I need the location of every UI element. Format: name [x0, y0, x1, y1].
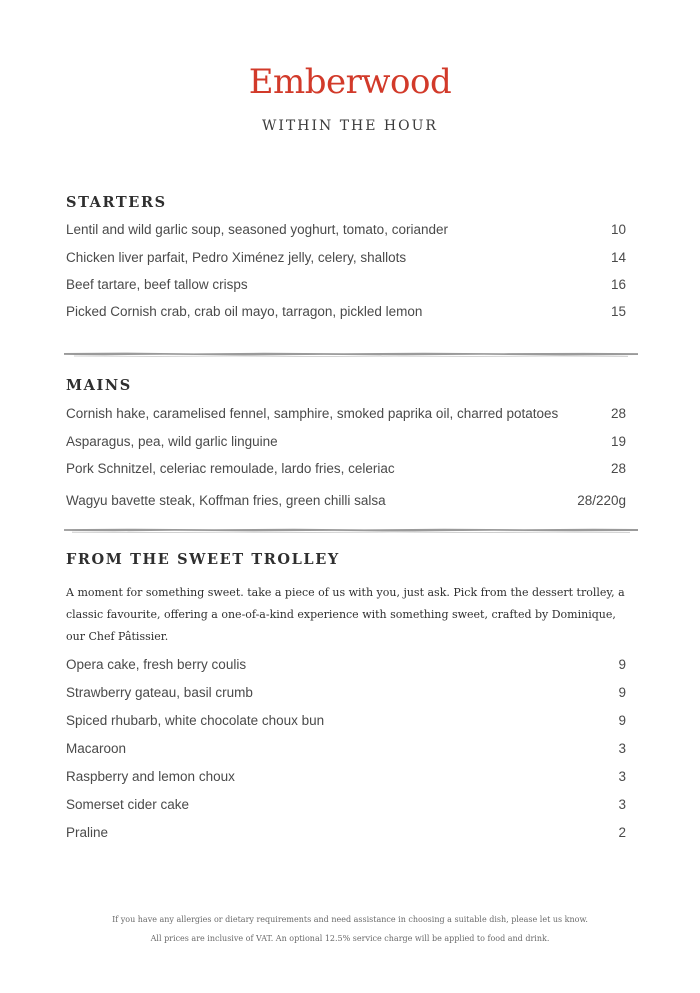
- item-price: 9: [618, 657, 626, 672]
- allergy-note: If you have any allergies or dietary requirements and need assistance in choosing a suitable dish, please let us know.: [112, 915, 588, 924]
- item-name: Somerset cider cake: [66, 797, 190, 812]
- item-name: Macaroon: [66, 741, 127, 756]
- menu-item: [66, 657, 626, 675]
- menu-item: [66, 741, 626, 759]
- item-name: Beef tartare, beef tallow crisps: [66, 277, 248, 292]
- section-title-mains: MAINS: [66, 377, 132, 394]
- item-price: 28: [610, 461, 626, 476]
- menu-item: [66, 461, 626, 479]
- item-name: Strawberry gateau, basil crumb: [66, 685, 253, 700]
- item-name: Pork Schnitzel, celeriac remoulade, lardo fries, celeriac: [66, 461, 395, 476]
- item-name: Praline: [66, 825, 109, 840]
- item-name: Chicken liver parfait, Pedro Ximénez jelly, celery, shallots: [66, 250, 407, 265]
- menu-item: [66, 769, 626, 787]
- menu-item: [66, 304, 626, 322]
- section-divider: [64, 526, 638, 534]
- section-divider: [64, 350, 638, 358]
- menu-item: [66, 825, 626, 843]
- item-price: 9: [618, 685, 626, 700]
- brand-title: Emberwood: [248, 62, 452, 102]
- menu-item: [66, 713, 626, 731]
- item-price: 28: [610, 406, 626, 421]
- menu-item: [66, 277, 626, 295]
- menu-item: [66, 797, 626, 815]
- section-title-sweet-trolley: FROM THE SWEET TROLLEY: [66, 551, 340, 568]
- section-title-starters: STARTERS: [66, 194, 167, 211]
- item-price: 19: [610, 434, 626, 449]
- vat-note: All prices are inclusive of VAT. An optional 12.5% service charge will be applied to food and drink.: [150, 934, 550, 943]
- item-name: Asparagus, pea, wild garlic linguine: [66, 434, 278, 449]
- menu-item: [66, 493, 626, 511]
- menu-item: [66, 406, 626, 424]
- sweet-trolley-intro: A moment for something sweet. take a piece of us with you, just ask. Pick from the dessert trolley, a classic favourite, offering a one-of-a-kind experience with something sweet, crafted by Dominique, our Chef Pâtissier.: [66, 586, 625, 643]
- item-price: 3: [618, 797, 626, 812]
- menu-item: [66, 222, 626, 240]
- menu-item: [66, 434, 626, 452]
- item-price: 2: [618, 825, 626, 840]
- item-name: Cornish hake, caramelised fennel, samphire, smoked paprika oil, charred potatoes: [66, 406, 559, 421]
- item-name: Spiced rhubarb, white chocolate choux bun: [66, 713, 325, 728]
- item-name: Wagyu bavette steak, Koffman fries, green chilli salsa: [66, 493, 386, 508]
- item-price: 9: [618, 713, 626, 728]
- item-name: Raspberry and lemon choux: [66, 769, 235, 784]
- menu-item: [66, 685, 626, 703]
- item-name: Picked Cornish crab, crab oil mayo, tarragon, pickled lemon: [66, 304, 423, 319]
- item-name: Lentil and wild garlic soup, seasoned yoghurt, tomato, coriander: [66, 222, 448, 237]
- item-price: 16: [610, 277, 626, 292]
- item-price: 3: [618, 769, 626, 784]
- item-price: 14: [610, 250, 626, 265]
- item-price: 15: [610, 304, 626, 319]
- menu-subtitle: WITHIN THE HOUR: [262, 118, 438, 134]
- item-name: Opera cake, fresh berry coulis: [66, 657, 247, 672]
- item-price: 3: [618, 741, 626, 756]
- item-price: 28/220g: [577, 493, 626, 508]
- item-price: 10: [610, 222, 626, 237]
- menu-item: [66, 250, 626, 268]
